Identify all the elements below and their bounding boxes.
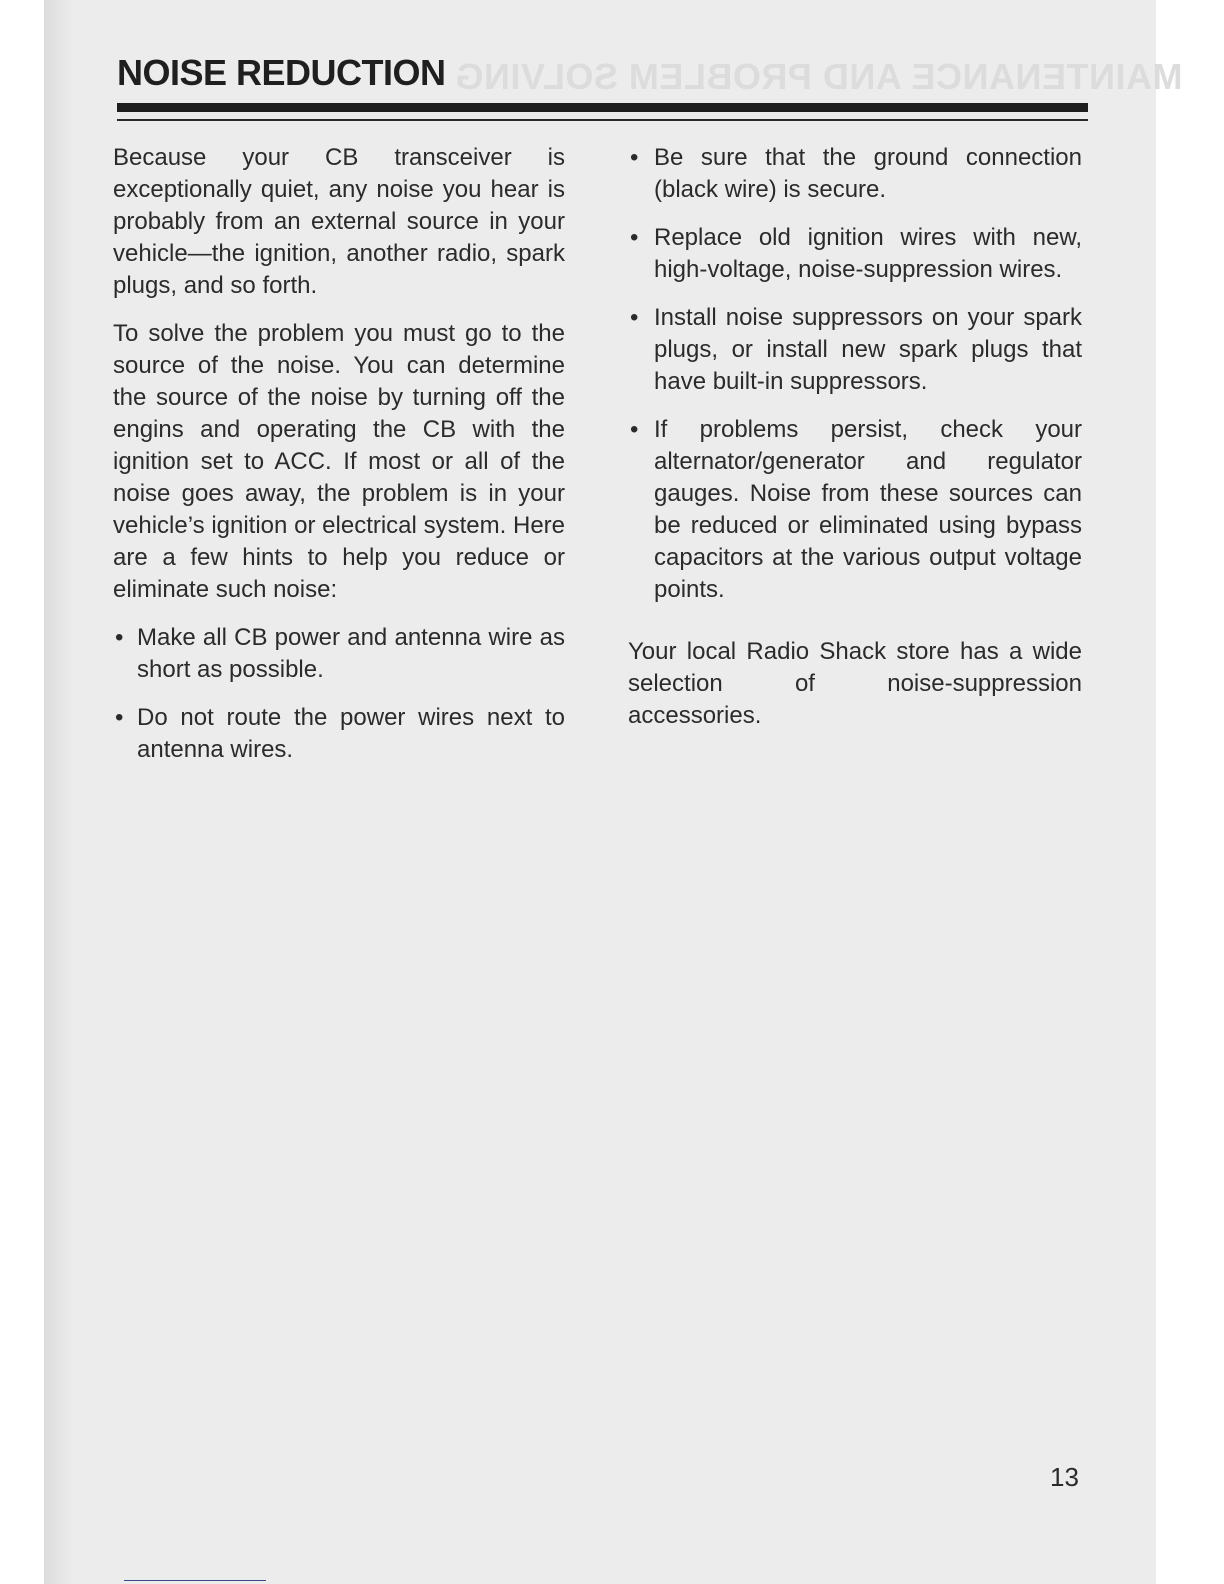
- intro-paragraph: Because your CB transceiver is exceptionally quiet, any noise you hear is probably from an external source in your vehicle—the ignition, another radio, spark plugs, and so forth.: [113, 144, 565, 299]
- closing-paragraph: Your local Radio Shack store has a wide selection of noise-suppression accessories.: [628, 638, 1082, 729]
- hint-text: Make all CB power and antenna wire as short as possible.: [137, 624, 565, 683]
- hint-text: Do not route the power wires next to antenna wires.: [137, 704, 565, 763]
- bullet-icon: •: [630, 416, 639, 443]
- right-hint-list: [628, 142, 1082, 606]
- list-item: [628, 414, 1082, 606]
- footer-rule: [124, 1580, 266, 1581]
- page-number: 13: [1050, 1462, 1079, 1492]
- bullet-icon: •: [630, 304, 639, 331]
- list-item: [628, 142, 1082, 206]
- bullet-icon: •: [630, 224, 639, 251]
- bleed-through-heading: MAINTENANCE AND PROBLEM SOLVING: [455, 56, 1183, 97]
- left-column: [113, 142, 565, 782]
- hint-text: If problems persist, check your alternator/generator and regulator gauges. Noise from these sources can be reduced or eliminated using bypass capacitors at the various output voltage points.: [654, 416, 1082, 603]
- binding-shadow: [44, 0, 74, 1584]
- title-rule-thin: [117, 119, 1088, 121]
- list-item: [113, 622, 565, 686]
- list-item: [113, 702, 565, 766]
- bullet-icon: •: [115, 624, 124, 651]
- bullet-icon: •: [630, 144, 639, 171]
- hint-text: Be sure that the ground connection (black wire) is secure.: [654, 144, 1082, 203]
- left-hint-list: [113, 622, 565, 766]
- hint-text: Install noise suppressors on your spark plugs, or install new spark plugs that have built-in suppressors.: [654, 304, 1082, 395]
- list-item: [628, 302, 1082, 398]
- bullet-icon: •: [115, 704, 124, 731]
- page-title: NOISE REDUCTION: [117, 52, 446, 93]
- hint-text: Replace old ignition wires with new, high-voltage, noise-suppression wires.: [654, 224, 1082, 283]
- right-column: [628, 142, 1082, 748]
- diagnosis-paragraph: To solve the problem you must go to the source of the noise. You can determine the source of the noise by turning off the engins and operating the CB with the ignition set to ACC. If most or all of the noise goes away, the problem is in your vehicle’s ignition or electrical system. Here are a few hints to help you reduce or eliminate such noise:: [113, 320, 565, 603]
- title-rule-thick: [117, 103, 1088, 112]
- list-item: [628, 222, 1082, 286]
